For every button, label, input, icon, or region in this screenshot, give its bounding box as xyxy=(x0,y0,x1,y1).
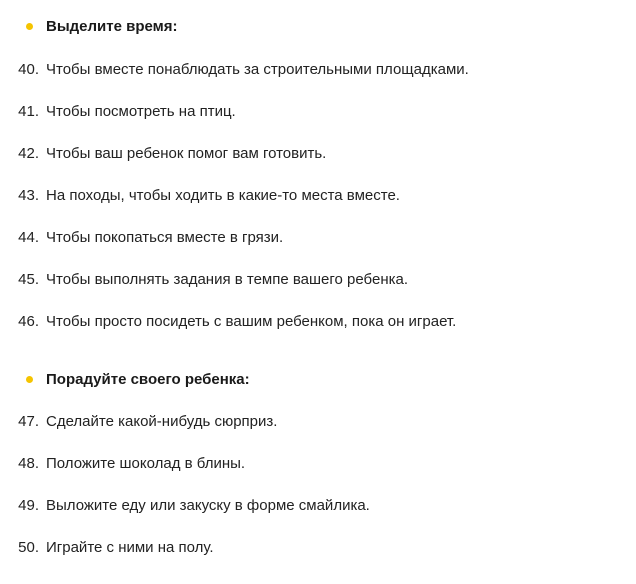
item-number: 49. xyxy=(18,496,39,514)
list-item xyxy=(15,411,277,431)
list-item xyxy=(15,143,326,163)
item-number: 48. xyxy=(18,454,39,472)
item-text: Выложите еду или закуску в форме смайлика. xyxy=(46,496,370,514)
item-text: Положите шоколад в блины. xyxy=(46,454,246,472)
item-text: Играйте с ними на полу. xyxy=(46,538,214,556)
list-item xyxy=(15,101,236,121)
item-text: Сделайте какой-нибудь сюрприз. xyxy=(46,412,278,430)
item-number: 45. xyxy=(18,270,39,288)
section-heading-text: Выделите время: xyxy=(46,17,178,35)
item-text: Чтобы ваш ребенок помог вам готовить. xyxy=(46,144,327,162)
item-text: Чтобы выполнять задания в темпе вашего ребенка. xyxy=(46,270,409,288)
item-text: Чтобы посмотреть на птиц. xyxy=(46,102,236,120)
section-heading-text: Порадуйте своего ребенка: xyxy=(46,370,250,388)
item-number: 46. xyxy=(18,312,39,330)
list-item xyxy=(15,311,456,331)
section-heading-treat xyxy=(26,369,250,389)
list-item xyxy=(15,495,370,515)
list-item xyxy=(15,185,400,205)
item-number: 40. xyxy=(18,60,39,78)
list-item xyxy=(15,269,408,289)
list-item xyxy=(15,227,283,247)
item-text: Чтобы вместе понаблюдать за строительными площадками. xyxy=(46,60,469,78)
item-number: 42. xyxy=(18,144,39,162)
list-item xyxy=(15,59,469,79)
bullet-icon xyxy=(26,23,33,30)
item-number: 41. xyxy=(18,102,39,120)
item-number: 50. xyxy=(18,538,39,556)
item-number: 44. xyxy=(18,228,39,246)
bullet-icon xyxy=(26,376,33,383)
list-item xyxy=(15,453,245,473)
section-heading-time xyxy=(26,16,177,36)
list-item xyxy=(15,537,214,557)
item-text: Чтобы покопаться вместе в грязи. xyxy=(46,228,284,246)
item-text: Чтобы просто посидеть с вашим ребенком, пока он играет. xyxy=(46,312,457,330)
item-text: На походы, чтобы ходить в какие-то места вместе. xyxy=(46,186,400,204)
item-number: 47. xyxy=(18,412,39,430)
item-number: 43. xyxy=(18,186,39,204)
